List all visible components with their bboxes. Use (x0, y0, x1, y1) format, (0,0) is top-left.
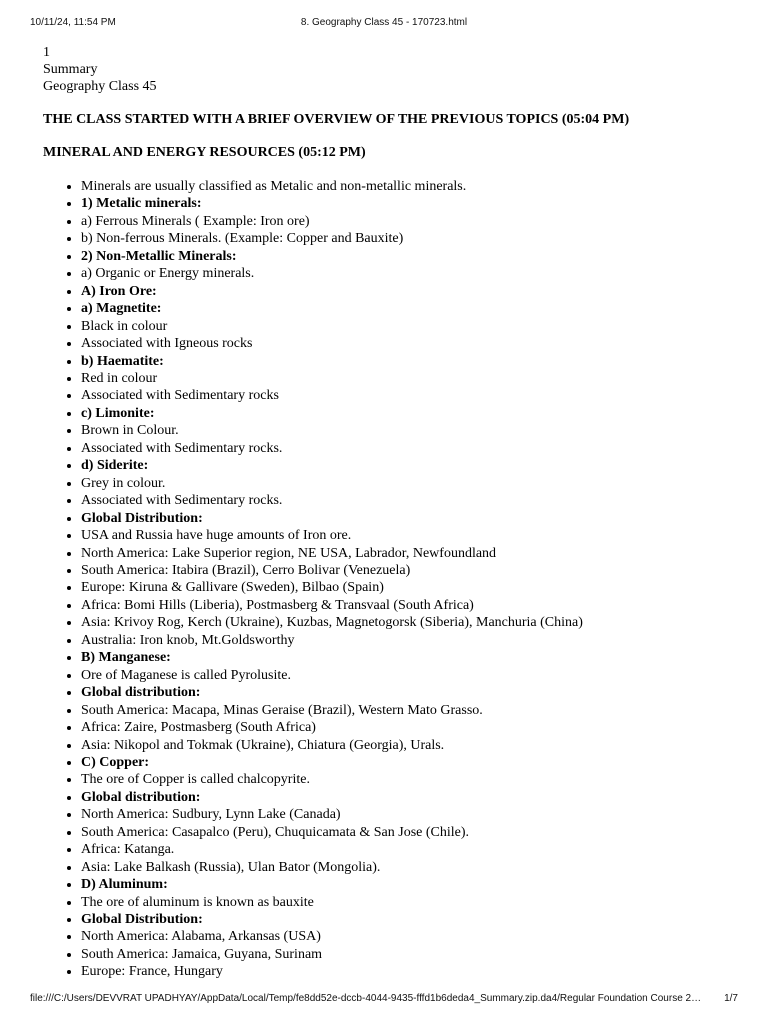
list-item: • South America: Macapa, Minas Geraise (Brazil), Western Mato Grasso. (81, 702, 738, 719)
list-item: • Ore of Maganese is called Pyrolusite. (81, 667, 738, 684)
list-item: • Europe: Kiruna & Gallivare (Sweden), Bilbao (Spain) (81, 579, 738, 596)
list-item: • Grey in colour. (81, 475, 738, 492)
list-item: • Africa: Bomi Hills (Liberia), Postmasberg & Transvaal (South Africa) (81, 597, 738, 614)
print-datetime: 10/11/24, 11:54 PM (30, 17, 116, 28)
print-document-title: 8. Geography Class 45 - 170723.html (300, 17, 468, 28)
summary-label: Summary (43, 62, 98, 77)
list-item: • b) Haematite: (81, 353, 738, 370)
list-item: • South America: Itabira (Brazil), Cerro Bolivar (Venezuela) (81, 562, 738, 579)
list-item: • Australia: Iron knob, Mt.Goldsworthy (81, 632, 738, 649)
list-item: • Global distribution: (81, 684, 738, 701)
list-item: • Africa: Katanga. (81, 841, 738, 858)
list-item: • A) Iron Ore: (81, 283, 738, 300)
page-counter: 1/7 (724, 993, 738, 1004)
list-item: • C) Copper: (81, 754, 738, 771)
class-title: Geography Class 45 (43, 79, 157, 94)
list-item: • B) Manganese: (81, 649, 738, 666)
list-item: • Global Distribution: (81, 911, 738, 928)
document-content (43, 44, 738, 981)
list-item: • Africa: Zaire, Postmasberg (South Africa) (81, 719, 738, 736)
list-item: • 1) Metalic minerals: (81, 195, 738, 212)
list-item: • Global distribution: (81, 789, 738, 806)
list-item: • D) Aluminum: (81, 876, 738, 893)
file-path: file:///C:/Users/DEVVRAT UPADHYAY/AppData/Local/Temp/fe8dd52e-dccb-4044-9435-fffd1b6deda4_Summary.zip.da4/Regular Foundation Course 2… (30, 993, 702, 1004)
list-item: • Global Distribution: (81, 510, 738, 527)
list-item: • The ore of aluminum is known as bauxite (81, 894, 738, 911)
list-item: • a) Organic or Energy minerals. (81, 265, 738, 282)
list-item: • South America: Jamaica, Guyana, Surinam (81, 946, 738, 963)
list-item: • Minerals are usually classified as Metalic and non-metallic minerals. (81, 178, 738, 195)
list-item: • Black in colour (81, 318, 738, 335)
page-number-line: 1 (43, 45, 50, 60)
list-item: • a) Ferrous Minerals ( Example: Iron ore) (81, 213, 738, 230)
list-item: • Associated with Sedimentary rocks. (81, 440, 738, 457)
mineral-bullet-list (43, 178, 738, 981)
list-item: • b) Non-ferrous Minerals. (Example: Copper and Bauxite) (81, 230, 738, 247)
list-item: • c) Limonite: (81, 405, 738, 422)
list-item: • Associated with Igneous rocks (81, 335, 738, 352)
list-item: • Associated with Sedimentary rocks (81, 387, 738, 404)
list-item: • The ore of Copper is called chalcopyrite. (81, 771, 738, 788)
list-item: • North America: Alabama, Arkansas (USA) (81, 928, 738, 945)
list-item: • North America: Lake Superior region, NE USA, Labrador, Newfoundland (81, 545, 738, 562)
list-item: • Europe: France, Hungary (81, 963, 738, 980)
section-heading-overview: THE CLASS STARTED WITH A BRIEF OVERVIEW OF THE PREVIOUS TOPICS (05:04 PM) (43, 112, 630, 127)
section-heading-minerals: MINERAL AND ENERGY RESOURCES (05:12 PM) (43, 145, 366, 160)
list-item: • Associated with Sedimentary rocks. (81, 492, 738, 509)
list-item: • d) Siderite: (81, 457, 738, 474)
list-item: • USA and Russia have huge amounts of Iron ore. (81, 527, 738, 544)
list-item: • North America: Sudbury, Lynn Lake (Canada) (81, 806, 738, 823)
document-intro (43, 44, 738, 95)
list-item: • a) Magnetite: (81, 300, 738, 317)
list-item: • Asia: Krivoy Rog, Kerch (Ukraine), Kuzbas, Magnetogorsk (Siberia), Manchuria (China) (81, 614, 738, 631)
print-footer (30, 993, 738, 1007)
list-item: • South America: Casapalco (Peru), Chuquicamata & San Jose (Chile). (81, 824, 738, 841)
list-item: • Asia: Lake Balkash (Russia), Ulan Bator (Mongolia). (81, 859, 738, 876)
print-header (30, 17, 738, 31)
list-item: • Brown in Colour. (81, 422, 738, 439)
list-item: • Red in colour (81, 370, 738, 387)
list-item: • 2) Non-Metallic Minerals: (81, 248, 738, 265)
list-item: • Asia: Nikopol and Tokmak (Ukraine), Chiatura (Georgia), Urals. (81, 737, 738, 754)
